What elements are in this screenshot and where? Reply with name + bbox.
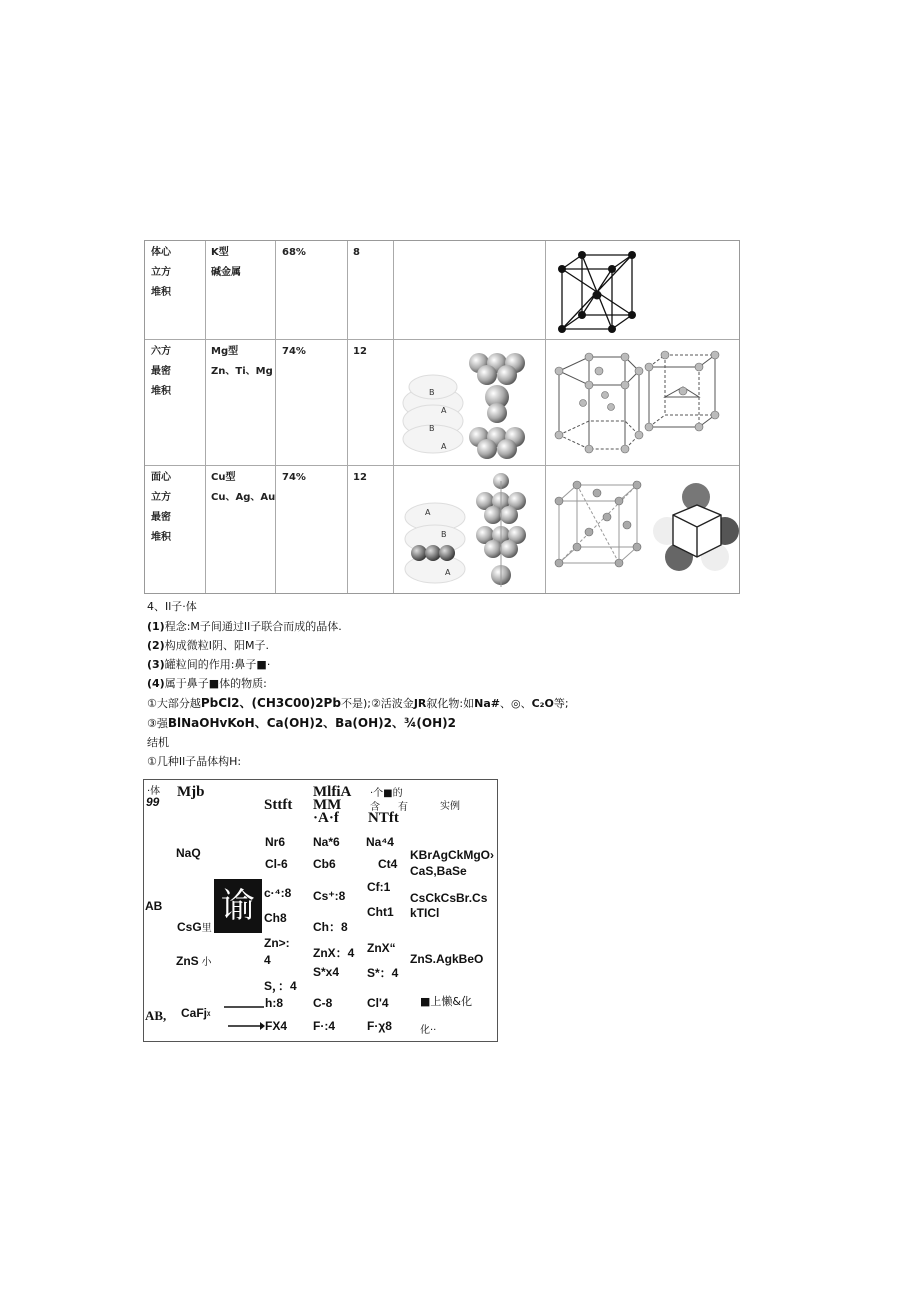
header-col5d: NTft: [368, 810, 399, 826]
text: Cu型: [211, 472, 236, 483]
ionic-structures-line: ①几种Il子晶体构H:: [147, 755, 242, 768]
concept-line: [147, 618, 342, 634]
salts-line: [147, 694, 569, 711]
text: 堆积: [151, 287, 171, 298]
hcp-layer-illustration: [397, 345, 543, 463]
header-col4c: ·A·f: [313, 810, 339, 826]
caf2-label: [181, 1006, 210, 1020]
header-type: 99: [146, 795, 160, 809]
fcc-layer-illustration: [397, 471, 543, 589]
text: Zn、Ti、Mg: [211, 366, 273, 377]
text: 堆积: [151, 386, 171, 397]
text: 面心: [151, 472, 171, 483]
header-col5a: ·个■的: [370, 788, 403, 799]
scan-artifact-block: 谕: [214, 879, 262, 933]
formula: PbCl2、(CH3C00)2Pb: [200, 696, 341, 710]
text: 罐粒间的作用:鼻子■·: [164, 658, 271, 671]
nacl-count-a: Na*6: [313, 835, 340, 849]
text: JR: [413, 697, 427, 710]
section-heading: 4、Il子·体: [147, 600, 197, 613]
text: 体心: [151, 247, 171, 258]
text: 程念:M子间通过Il子联合而成的晶体.: [164, 620, 342, 633]
cscl-cn-a: c·⁴:8: [264, 886, 292, 900]
layer-label: B: [429, 424, 435, 433]
fcc-unit-cell-illustration: [549, 471, 739, 589]
cscl-label: [177, 919, 212, 934]
caf2-count-a: C-8: [313, 996, 333, 1010]
row1-type: [211, 243, 241, 283]
col-divider: [205, 241, 206, 593]
text: 不是);②活波金: [340, 697, 414, 710]
nacl-cn-b: Cl-6: [265, 857, 288, 871]
row3-ratio: 74%: [282, 472, 306, 483]
text: CsG: [177, 920, 202, 934]
text: K型: [211, 247, 229, 258]
hcp-unit-cell-illustration: [549, 345, 739, 463]
col-divider: [545, 241, 546, 593]
nacl-unit-a: Na⁴4: [366, 835, 394, 849]
text: ③强: [147, 717, 168, 730]
caf2-count-b: F·:4: [313, 1019, 335, 1033]
text: 里: [201, 923, 212, 934]
header-col5b: 含: [370, 802, 380, 813]
text: 小: [201, 957, 212, 968]
layer-label: A: [441, 406, 447, 415]
layer-label: B: [429, 388, 435, 397]
layer-label: A: [425, 508, 431, 517]
cscl-count-b: Ch：8: [313, 920, 348, 934]
item-number: (4): [147, 677, 165, 690]
text: Mg型: [211, 346, 239, 357]
structure-heading: 结机: [147, 736, 169, 749]
substances-line: [147, 675, 267, 691]
text: 构成微粒I阴、阳M子.: [164, 639, 269, 652]
col-divider: [393, 241, 394, 593]
col-divider: [347, 241, 348, 593]
text: ①大部分越: [147, 697, 201, 710]
zns-count-a: ZnX：4: [313, 946, 355, 960]
caf2-cn-a: h:8: [265, 996, 283, 1010]
row3-coordination: 12: [353, 472, 367, 483]
layer-label: A: [441, 442, 447, 451]
row-divider: [145, 339, 739, 340]
nacl-count-b: Cb6: [313, 857, 336, 871]
formula: Na#: [474, 697, 500, 710]
col-divider: [275, 241, 276, 593]
text: 最密: [151, 366, 171, 377]
caf2-unit-b: F·χ8: [367, 1019, 392, 1033]
header-col4a: MlfiA: [313, 784, 352, 800]
row3-type: [211, 468, 275, 508]
row2-type: [211, 342, 273, 382]
cscl-examples-b: kTICl: [410, 906, 440, 920]
text: 属于鼻子■体的物质:: [164, 677, 267, 690]
text: 堆积: [151, 532, 171, 543]
zns-unit-a: ZnX“: [367, 941, 396, 955]
text: 、◎、: [499, 697, 532, 710]
zns-examples: ZnS.AgkBeO: [410, 952, 484, 966]
caf2-cn-b: FX4: [265, 1019, 288, 1033]
cscl-examples-a: CsCkCsBr.Cs: [410, 891, 488, 905]
text: 碱金属: [211, 267, 241, 278]
ab-type-label: AB: [145, 899, 163, 913]
text: ᵡ: [207, 1009, 211, 1019]
zns-label: [176, 953, 211, 968]
crystal-packing-table: [144, 240, 740, 594]
header-col4b: MM: [313, 797, 342, 813]
header-examples: 实例: [440, 801, 460, 812]
layer-label: A: [445, 568, 451, 577]
ab2-type-label: AB,: [145, 1008, 167, 1023]
header-col5c: 有: [398, 802, 408, 813]
row1-ratio: 68%: [282, 247, 306, 258]
text: 最密: [151, 512, 171, 523]
layer-label: B: [441, 530, 447, 539]
bcc-unit-cell-illustration: [550, 245, 736, 337]
zns-cn-b: 4: [264, 953, 271, 967]
text: Cu、Ag、Au: [211, 492, 276, 503]
zns-cn-c: S，：4: [264, 979, 297, 993]
row1-coordination: 8: [353, 247, 360, 258]
nacl-label: NaQ: [176, 846, 201, 860]
bases-line: [147, 714, 456, 731]
row2-ratio: 74%: [282, 346, 306, 357]
nacl-examples-a: KBrAgCkMgO›: [410, 848, 494, 862]
text: 等;: [553, 697, 569, 710]
item-number: (3): [147, 658, 165, 671]
row2-name: [151, 342, 171, 402]
zns-unit-b: S*：4: [367, 966, 399, 980]
item-number: (2): [147, 639, 165, 652]
text: 六方: [151, 346, 171, 357]
nacl-cn-a: Nr6: [265, 835, 286, 849]
zns-cn-a: Zn>:: [264, 936, 290, 950]
nacl-examples-b: CaS,BaSe: [410, 864, 467, 878]
nacl-unit-b: Ct4: [378, 857, 398, 871]
cscl-unit-a: Cf:1: [367, 880, 391, 894]
row1-name: [151, 243, 171, 303]
cscl-count-a: Cs⁺:8: [313, 889, 346, 903]
item-number: (1): [147, 620, 165, 633]
text: 立方: [151, 492, 171, 503]
header-crystal: ·体: [147, 786, 161, 797]
formula: BlNaOHvKoH、Ca(OH)2、Ba(OH)2、¾(OH)2: [167, 716, 456, 730]
text: 叙化物:如: [426, 697, 475, 710]
caf2-examples-a: ■上懒&化: [420, 995, 472, 1008]
caf2-unit-a: Cl'4: [367, 996, 389, 1010]
zns-count-b: S*x4: [313, 965, 340, 979]
particles-line: [147, 637, 269, 653]
row2-coordination: 12: [353, 346, 367, 357]
header-col3: Sttft: [264, 797, 293, 813]
formula: C₂O: [531, 697, 554, 710]
text: CaFj: [181, 1006, 208, 1020]
arrow-marks: [222, 1000, 266, 1032]
interaction-line: [147, 656, 270, 672]
header-col2: Mjb: [177, 784, 205, 800]
cscl-unit-b: Cht1: [367, 905, 394, 919]
text: ZnS: [176, 954, 199, 968]
row-divider: [145, 465, 739, 466]
text: 立方: [151, 267, 171, 278]
cscl-cn-b: Ch8: [264, 911, 287, 925]
row3-name: [151, 468, 171, 548]
caf2-examples-b: 化··: [420, 1025, 437, 1036]
